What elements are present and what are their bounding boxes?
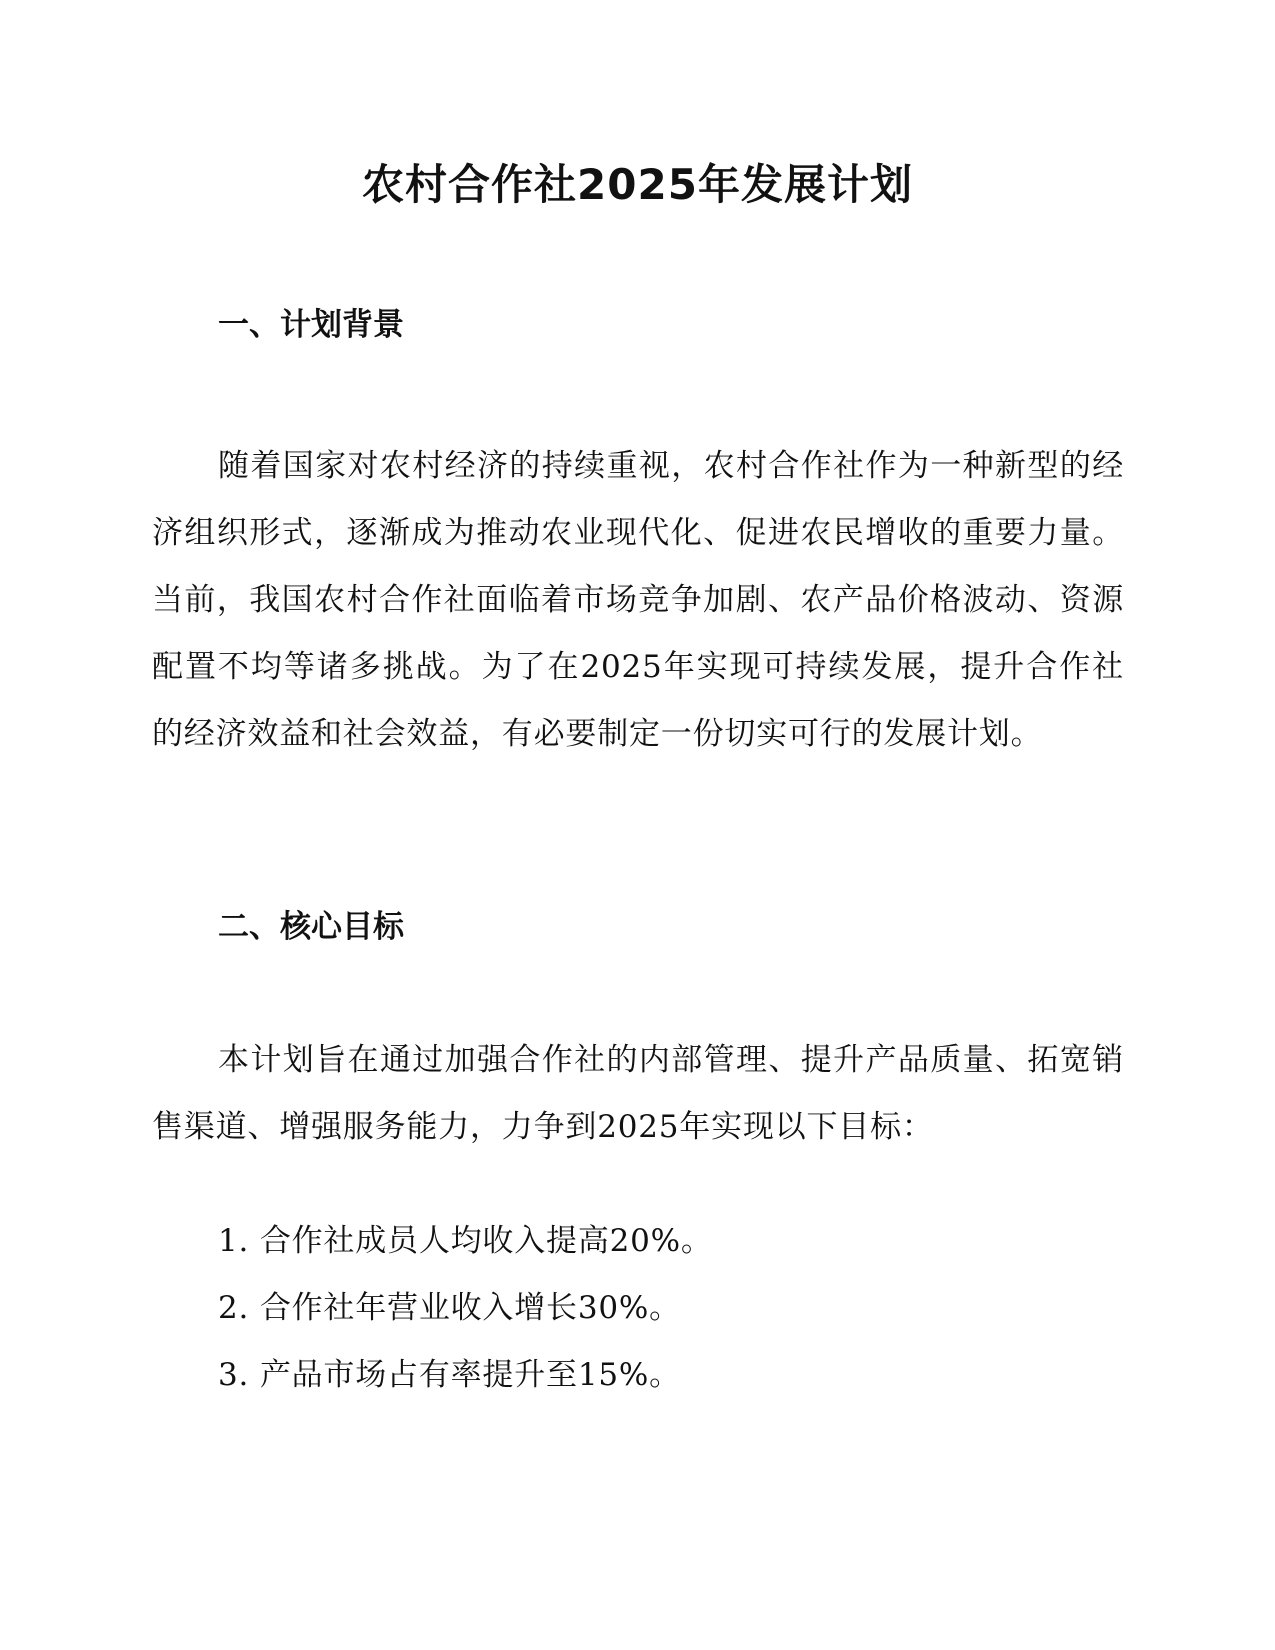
- section-heading-goals: 二、核心目标: [218, 909, 404, 945]
- background-paragraph: 随着国家对农村经济的持续重视，农村合作社作为一种新型的经济组织形式，逐渐成为推动农业现代化、促进农民增收的重要力量。当前，我国农村合作社面临着市场竞争加剧、农产品价格波动、资源配置不均等诸多挑战。为了在2025年实现可持续发展，提升合作社的经济效益和社会效益，有必要制定一份切实可行的发展计划。: [152, 448, 1124, 752]
- goal-item-revenue: 2. 合作社年营业收入增长30%。: [218, 1290, 681, 1326]
- goal-item-market-share: 3. 产品市场占有率提升至15%。: [218, 1357, 681, 1393]
- goals-list: [218, 1208, 713, 1409]
- document-title: 农村合作社2025年发展计划: [362, 160, 913, 209]
- goal-item-income: 1. 合作社成员人均收入提高20%。: [218, 1223, 713, 1259]
- goals-intro-paragraph: 本计划旨在通过加强合作社的内部管理、提升产品质量、拓宽销售渠道、增强服务能力，力争到2025年实现以下目标：: [152, 1042, 1124, 1145]
- section-heading-background: 一、计划背景: [218, 307, 404, 343]
